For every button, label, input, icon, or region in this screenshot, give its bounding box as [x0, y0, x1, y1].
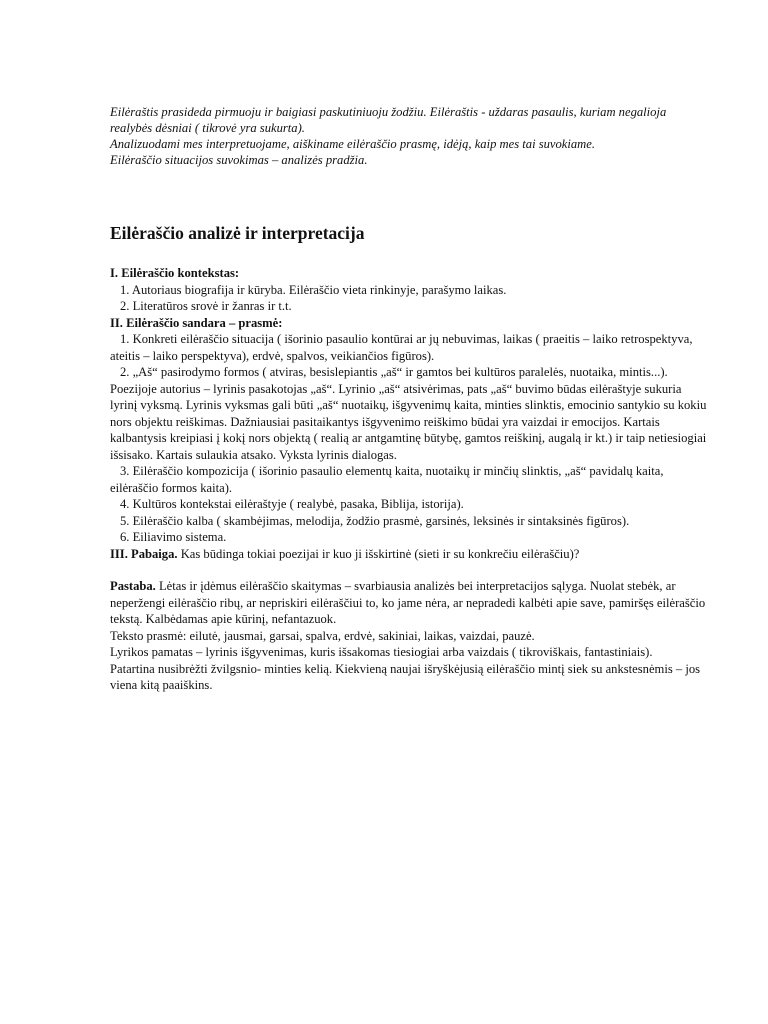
note-paragraph [110, 578, 710, 628]
note-line: Teksto prasmė: eilutė, jausmai, garsai, spalva, erdvė, sakiniai, laikas, vaizdai, pauzė. [110, 628, 535, 643]
note-line: Lyrikos pamatas – lyrinis išgyvenimas, kuris išsakomas tiesiogiai arba vaizdais ( tikroviškais, fantastiniais). [110, 645, 653, 659]
note-text: Lėtas ir įdėmus eilėraščio skaitymas – svarbiausia analizės bei interpretacijos sąlyga. Nuolat stebėk, ar neperžengi eilėraščio ribų, ar nepriskiri eilėraščiui to, ko jame nėra, ar nepradedi kalbėti apie save, pamiršęs eilėraščio tekstą. Kalbėdamas apie kūrinį, nefantazuok. [110, 579, 706, 626]
section-2-heading: II. Eilėraščio sandara – prasmė: [110, 315, 283, 330]
section-1-item: 2. Literatūros srovė ir žanras ir t.t. [120, 299, 292, 313]
section-2-item: 3. Eilėraščio kompozicija ( išorinio pasaulio elementų kaita, nuotaikų ir minčių slinktis, „aš“ pavidalų kaita, eilėraščio formos kaita). [110, 464, 664, 495]
intro-line-2: Analizuodami mes interpretuojame, aiškiname eilėraščio prasmę, idėją, kaip mes tai suvokiame. [110, 137, 596, 151]
note-heading: Pastaba. [110, 579, 156, 593]
section-3-heading: III. Pabaiga. [110, 546, 178, 561]
analysis-outline [110, 265, 710, 694]
intro-line-3: Eilėraščio situacijos suvokimas – analizės pradžia. [110, 153, 368, 167]
section-3 [110, 546, 710, 563]
section-1-heading: I. Eilėraščio kontekstas: [110, 266, 240, 280]
intro-paragraph [110, 104, 710, 168]
note-line: Patartina nusibrėžti žvilgsnio- minties kelią. Kiekvieną naujai išryškėjusią eilėraščio mintį siek su ankstesnėmis – jos viena kitą paaiškins. [110, 661, 701, 692]
page-title: Eilėraščio analizė ir interpretacija [110, 223, 365, 243]
section-2-item: 2. „Aš“ pasirodymo formos ( atviras, besislepiantis „aš“ ir gamtos bei kultūros paralelės, nuotaika, mintis...). Poezijoje autorius – lyrinis pasakotojas „aš“. Lyrinio „aš“ atsivėrimas, pats „aš“ buvimo būdas eilėraštyje sukuria lyrinį vyksmą. Lyrinis vyksmas gali būti „aš“ nuotaikų, išgyvenimų kaita, minties slinktis, emocinio santykio su kokiu nors objektu reiškimas. Dažniausiai pasitaikantys išgyvenimo reiškimo būdai yra vaizdai ir emocijos. Kartais kalbantysis kreipiasi į kokį nors objektą ( realią ar antgamtinę būtybę, gamtos reiškinį, augalą ir kt.) ir taip netiesiogiai išsisako. Kartais sulaukia atsako. Vyksta lyrinis dialogas. [110, 365, 707, 462]
intro-line-1: Eilėraštis prasideda pirmuoju ir baigiasi paskutiniuoju žodžiu. Eilėraštis - uždaras pasaulis, kuriam negalioja realybės dėsniai ( tikrovė yra sukurta). [110, 105, 667, 135]
section-1-item: 1. Autoriaus biografija ir kūryba. Eilėraščio vieta rinkinyje, parašymo laikas. [120, 282, 507, 297]
section-2-item: 4. Kultūros kontekstai eilėraštyje ( realybė, pasaka, Biblija, istorija). [120, 497, 464, 511]
section-2-item: 1. Konkreti eilėraščio situacija ( išorinio pasaulio kontūrai ar jų nebuvimas, laikas ( praeitis – laiko retrospektyva, ateitis – laiko perspektyva), erdvė, spalvos, veikiančios figūros). [110, 332, 693, 363]
section-2-item: 5. Eilėraščio kalba ( skambėjimas, melodija, žodžio prasmė, garsinės, leksinės ir sintaksinės figūros). [120, 513, 630, 528]
section-3-text: Kas būdinga tokiai poezijai ir kuo ji išskirtinė (sieti ir su konkrečiu eilėraščiu)? [177, 546, 580, 561]
section-2-item: 6. Eiliavimo sistema. [120, 530, 227, 544]
